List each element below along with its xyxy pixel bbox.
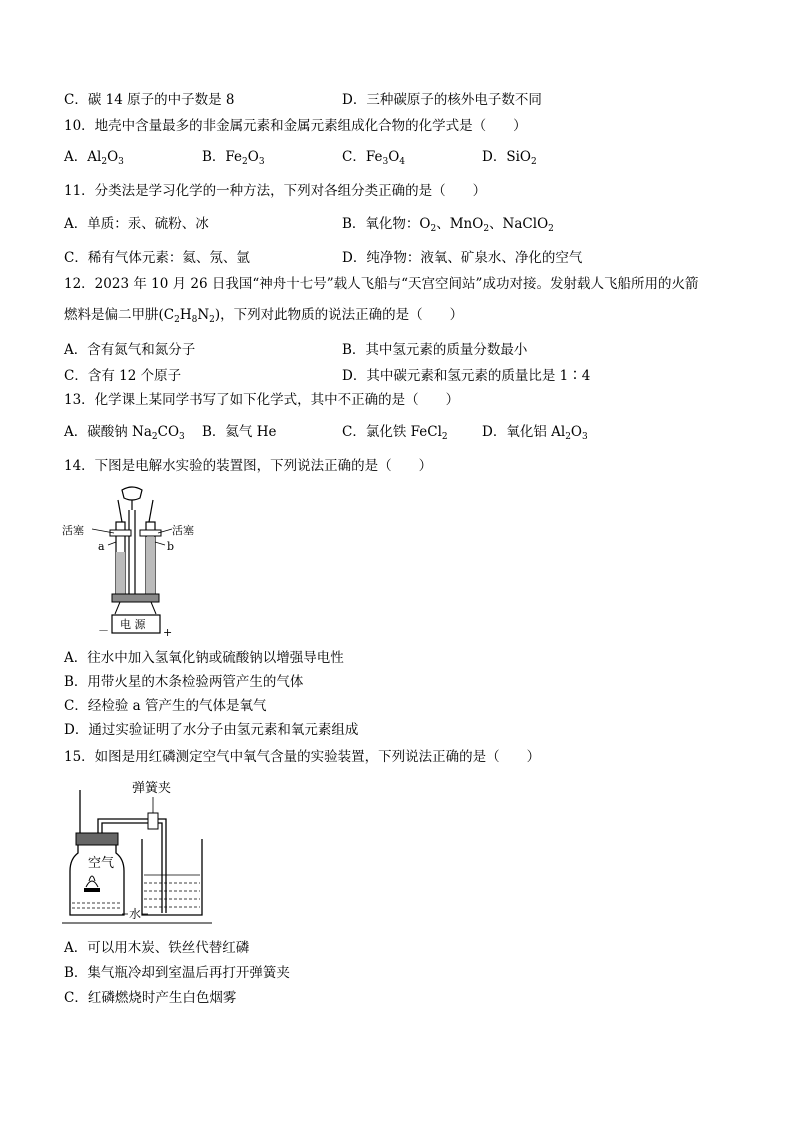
figure-label-left-stopcock: 活塞 <box>62 524 84 537</box>
q10-option-c: C．$Fe_3O_4$ <box>342 149 405 167</box>
q15-option-a: A．可以用木炭、铁丝代替红磷 <box>64 940 250 956</box>
q9-option-d: D．三种碳原子的核外电子数不同 <box>342 92 542 108</box>
q13-option-c: C．氯化铁 FeCl$_2$ <box>342 424 448 442</box>
q10-option-b: B．$Fe_2O_3$ <box>202 149 265 167</box>
q14-option-a: A．往水中加入氢氧化钠或硫酸钠以增强导电性 <box>64 650 344 666</box>
q14-option-c: C．经检验 a 管产生的气体是氧气 <box>64 698 267 714</box>
q11-stem: 11．分类法是学习化学的一种方法，下列对各组分类正确的是（ ） <box>64 183 487 199</box>
figure-label-air: 空气 <box>88 856 115 871</box>
q11-option-d: D．纯净物：液氧、矿泉水、净化的空气 <box>342 250 583 266</box>
q13-option-b: B．氦气 He <box>202 424 277 440</box>
q15-option-b: B．集气瓶冷却到室温后再打开弹簧夹 <box>64 965 290 981</box>
q12-stem-line1: 12．2023 年 10 月 26 日我国“神舟十七号”载人飞船与“天宫空间站”成功对接。发射载人飞船所用的火箭 <box>64 276 699 292</box>
q14-stem: 14．下图是电解水实验的装置图，下列说法正确的是（ ） <box>64 458 433 474</box>
figure-label-plus: + <box>163 626 173 639</box>
q13-option-a: A．碳酸钠 $Na_2CO_3$ <box>64 424 185 442</box>
figure-label-right-stopcock: 活塞 <box>172 524 194 537</box>
q10-option-d: D．SiO$_2$ <box>482 149 537 167</box>
q12-option-b: B．其中氢元素的质量分数最小 <box>342 342 528 358</box>
figure-label-b: b <box>167 540 175 553</box>
phosphorus-oxygen-apparatus-figure <box>62 775 227 930</box>
q13-option-d: D．氧化铝 $Al_2O_3$ <box>482 424 588 442</box>
q10-stem: 10．地壳中含量最多的非金属元素和金属元素组成化合物的化学式是（ ） <box>64 118 527 134</box>
q13-stem: 13．化学课上某同学书写了如下化学式，其中不正确的是（ ） <box>64 392 460 408</box>
figure-label-power: 电 源 <box>120 618 146 631</box>
q14-option-b: B．用带火星的木条检验两管产生的气体 <box>64 674 304 690</box>
q15-option-c: C．红磷燃烧时产生白色烟雾 <box>64 990 237 1006</box>
figure-label-a: a <box>98 540 105 553</box>
q11-option-a: A．单质：汞、硫粉、冰 <box>64 216 209 232</box>
q11-option-b: B．氧化物：$O_2$、MnO$_2$、NaClO$_2$ <box>342 216 554 234</box>
figure-label-clamp: 弹簧夹 <box>132 781 172 796</box>
figure-label-water: 水 <box>129 907 142 921</box>
figure-label-minus: － <box>98 624 109 637</box>
electrolysis-apparatus-figure <box>60 482 210 642</box>
q12-option-d: D．其中碳元素和氢元素的质量比是 1∶4 <box>342 368 591 384</box>
q10-option-a: A．$Al_2O_3$ <box>64 149 124 167</box>
q12-option-c: C．含有 12 个原子 <box>64 368 182 384</box>
q12-option-a: A．含有氮气和氮分子 <box>64 342 196 358</box>
q12-stem-line2: 燃料是偏二甲肼$(C_2H_8N_2)$，下列对此物质的说法正确的是（ ） <box>64 307 464 325</box>
q14-option-d: D．通过实验证明了水分子由氢元素和氧元素组成 <box>64 722 359 738</box>
q15-stem: 15．如图是用红磷测定空气中氧气含量的实验装置，下列说法正确的是（ ） <box>64 749 541 765</box>
q11-option-c: C．稀有气体元素：氦、氖、氩 <box>64 250 250 266</box>
q9-option-c: C．碳 14 原子的中子数是 8 <box>64 92 235 108</box>
